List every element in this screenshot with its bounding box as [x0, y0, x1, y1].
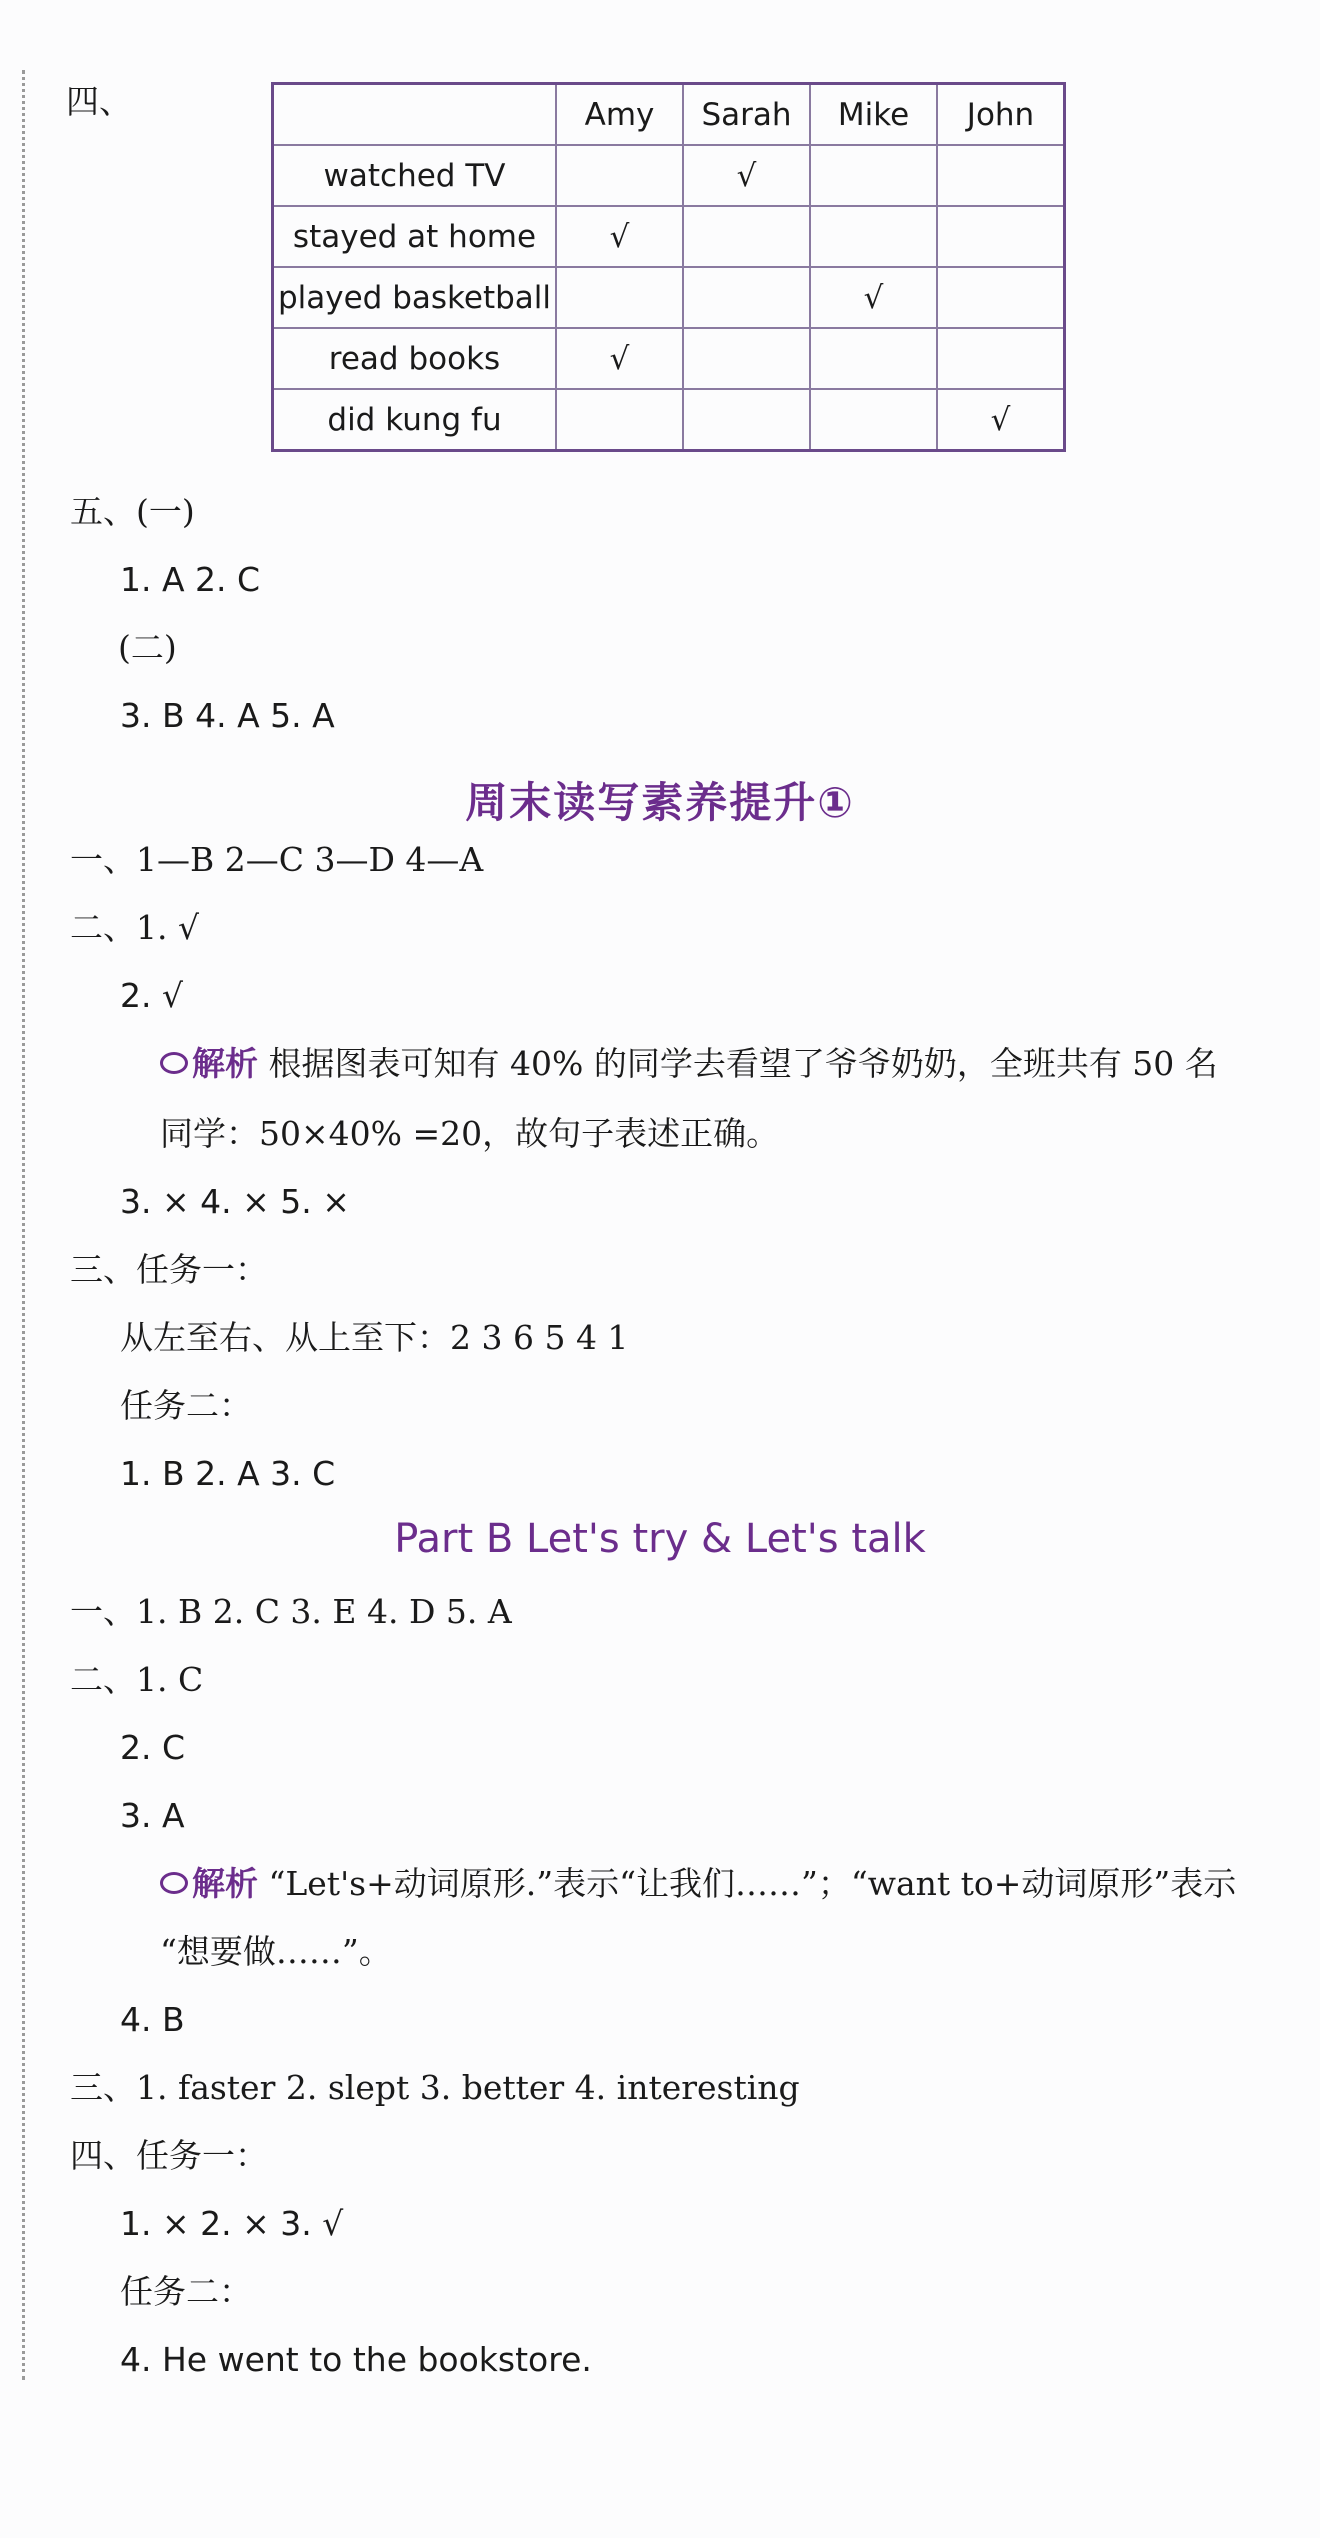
table-cell: [937, 328, 1065, 389]
table-cell: √: [937, 389, 1065, 451]
answer-line: 一、1. B 2. C 3. E 4. D 5. A: [70, 1592, 512, 1631]
partb-section-heading: Part B Let's try & Let's talk: [394, 1516, 926, 1562]
answer-line: 2. √: [120, 976, 184, 1015]
table-cell: [810, 145, 937, 206]
analysis-text: “Let's+动词原形.”表示“让我们……”；“want to+动词原形”表示: [258, 1864, 1237, 1903]
analysis-tag: 解析: [192, 1864, 258, 1903]
table-cell: [810, 328, 937, 389]
answer-line: 二、1. C: [70, 1660, 204, 1699]
table-cell: [556, 389, 683, 451]
analysis-text: 同学：50×40% =20，故句子表述正确。: [160, 1114, 780, 1153]
table-row-label: watched TV: [273, 145, 557, 206]
table-col-header: John: [937, 84, 1065, 146]
analysis-icon: [160, 1872, 188, 1894]
table-col-header: Mike: [810, 84, 937, 146]
table-row: [273, 267, 1065, 328]
answer-line: 3. B 4. A 5. A: [120, 696, 335, 735]
table-cell: √: [556, 206, 683, 267]
answer-line: 2. C: [120, 1728, 186, 1767]
table-cell: [937, 206, 1065, 267]
answer-line: 任务二：: [120, 2272, 252, 2311]
table-cell: [937, 145, 1065, 206]
analysis-text: “想要做……”。: [160, 1932, 392, 1971]
margin-dotted-rule: [22, 70, 25, 2380]
table-cell: [810, 389, 937, 451]
answer-line: 从左至右、从上至下：2 3 6 5 4 1: [120, 1318, 629, 1357]
table-row-label: did kung fu: [273, 389, 557, 451]
analysis-text: 根据图表可知有 40% 的同学去看望了爷爷奶奶，全班共有 50 名: [258, 1044, 1218, 1083]
answer-line: 三、1. faster 2. slept 3. better 4. interesting: [70, 2068, 800, 2107]
weekend-section-heading: 周末读写素养提升①: [465, 778, 855, 827]
table-row-label: played basketball: [273, 267, 557, 328]
answer-line: 一、1—B 2—C 3—D 4—A: [70, 840, 484, 879]
table-cell: [683, 328, 810, 389]
table-cell: [683, 267, 810, 328]
table-cell: [556, 267, 683, 328]
activity-tick-table: [271, 82, 1066, 452]
table-cell: √: [556, 328, 683, 389]
table-cell: √: [683, 145, 810, 206]
table-cell: [683, 389, 810, 451]
table-row: [273, 206, 1065, 267]
answer-line: 4. B: [120, 2000, 185, 2039]
table-col-header: Amy: [556, 84, 683, 146]
answer-line: (二): [118, 628, 177, 667]
table-row: [273, 145, 1065, 206]
table-cell: [683, 206, 810, 267]
answer-line: 二、1. √: [70, 908, 200, 947]
table-cell: √: [810, 267, 937, 328]
answer-line: 四、任务一：: [70, 2136, 268, 2175]
table-row-label: stayed at home: [273, 206, 557, 267]
table-col-header: Sarah: [683, 84, 810, 146]
analysis-icon: [160, 1052, 188, 1074]
table-cell: [810, 206, 937, 267]
analysis-note: [160, 1862, 1236, 1906]
answer-line: 1. A 2. C: [120, 560, 261, 599]
table-row-label: read books: [273, 328, 557, 389]
table-cell: [556, 145, 683, 206]
answer-line: 4. He went to the bookstore.: [120, 2340, 592, 2379]
answer-line: 任务二：: [120, 1386, 252, 1425]
answer-line: 五、(一): [70, 492, 195, 531]
section-four-label: 四、: [66, 82, 132, 121]
analysis-note: [160, 1042, 1218, 1086]
table-header-row: [273, 84, 1065, 146]
analysis-tag: 解析: [192, 1044, 258, 1083]
table-row: [273, 328, 1065, 389]
table-row: [273, 389, 1065, 451]
answer-line: 1. × 2. × 3. √: [120, 2204, 344, 2243]
answer-line: 1. B 2. A 3. C: [120, 1454, 336, 1493]
table-cell: [937, 267, 1065, 328]
table-corner-cell: [273, 84, 557, 146]
answer-line: 3. × 4. × 5. ×: [120, 1182, 350, 1221]
answer-line: 3. A: [120, 1796, 185, 1835]
answer-line: 三、任务一：: [70, 1250, 268, 1289]
